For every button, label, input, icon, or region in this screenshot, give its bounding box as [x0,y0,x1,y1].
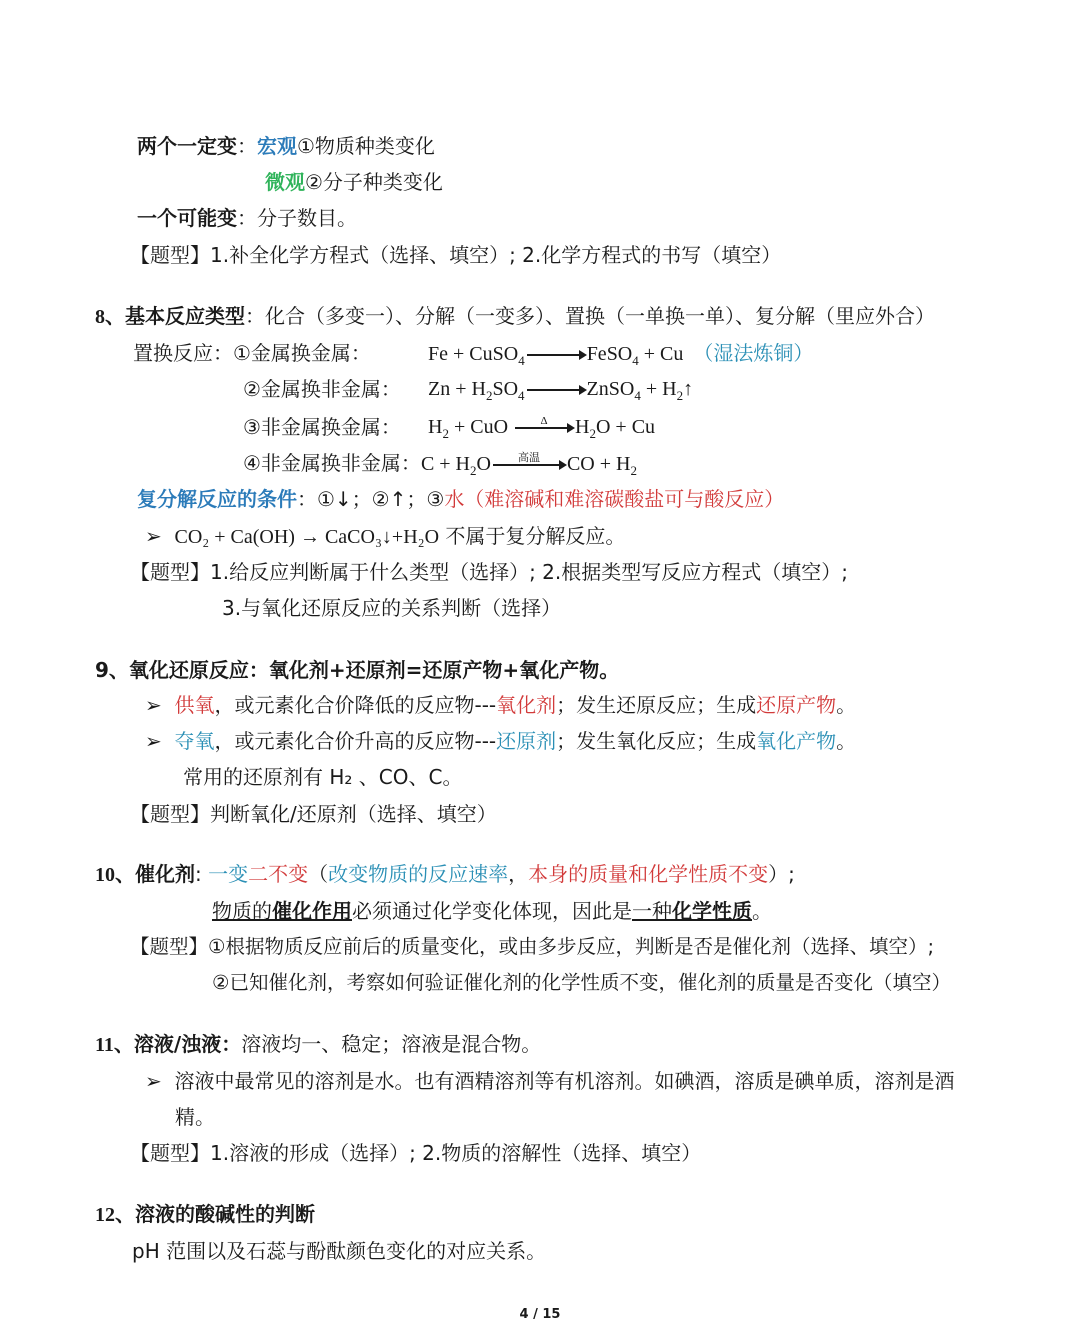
rhs: ZnSO [586,378,635,400]
question-types-10-cont: ②已知催化剂，考察如何验证催化剂的化学性质不变，催化剂的质量是否变化（填空） [212,971,951,994]
question-types-8-cont: 3.与氧化还原反应的关系判断（选择） [222,596,562,620]
text: ②分子种类变化 [305,170,443,194]
section-9-heading: 9、氧化还原反应：氧化剂+还原剂=还原产物+氧化产物。 [95,658,620,682]
lhs: Fe + CuSO [428,343,519,365]
t: ，或元素化合价降低的反应物--- [214,693,497,717]
page-number: 4 / 15 [519,1307,561,1322]
label: ④非金属换非金属： [243,451,421,475]
t: 氧化产物 [756,729,837,753]
bullet-arrow-icon: ➢ [145,1069,162,1093]
t: 还原产物 [756,693,837,717]
t: （ [308,862,329,886]
text: ①物质种类变化 [297,134,435,158]
t: 化学性质 [672,899,752,923]
section-title: 溶液/浊液： [133,1032,242,1056]
arrow-icon [527,389,585,391]
micro-change [265,168,443,196]
macro-label: 宏观 [257,134,297,158]
equation-3: $H_2$ + CuO Δ $H_2O + Cu$ [428,413,655,448]
common-reducers: 常用的还原剂有 H₂ 、CO、C。 [183,765,463,789]
bullet-oxidizer [145,691,856,719]
bullet-co2 [145,522,625,551]
one-possible-change [137,204,357,232]
label: 置换反应：①金属换金属： [133,341,371,365]
t: 改变物质的反应速率 [328,862,509,886]
ph-note: pH 范围以及石蕊与酚酞颜色变化的对应关系。 [132,1239,547,1263]
equation-2: $Zn + H_2SO_4$ ZnSO$_4$ + $H_2↑$ [428,378,694,403]
displacement-reaction-3: ③非金属换金属： [243,415,401,439]
t: ， [508,862,529,886]
section-number: 8、 [95,306,125,328]
text: 不属于复分解反应。 [445,524,626,548]
t: ，或元素化合价升高的反应物--- [214,729,497,753]
condition: 高温 [517,450,540,464]
section-title: 催化剂 [135,862,195,886]
text: 溶液均一、稳定；溶液是混合物。 [241,1032,542,1056]
t: ；发生氧化反应；生成 [556,729,757,753]
t: : [195,862,209,886]
sep: ： [237,134,257,158]
question-types-11: 【题型】1.溶液的形成（选择）; 2.物质的溶解性（选择、填空） [130,1141,702,1165]
t: 一变 [208,862,249,886]
t: 供氧 [174,693,215,717]
text: ：①↓；②↑；③ [297,487,445,511]
section-10-heading [95,860,795,889]
displacement-reaction-1 [133,339,371,367]
lhs: Zn + H [428,378,486,400]
section-number: 12、 [95,1204,135,1226]
rhs: CO + H [566,453,631,475]
bullet-solvent-cont: 精。 [175,1105,215,1129]
lhs: H [428,416,443,438]
label: 一个可能变 [137,206,237,230]
lhs2: O [476,453,491,475]
question-types-8: 【题型】1.给反应判断属于什么类型（选择）; 2.根据类型写反应方程式（填空）; [130,560,848,584]
section-title: 溶液的酸碱性的判断 [135,1202,315,1226]
catalysis-note [212,897,772,925]
section-11-heading [95,1030,541,1059]
lhs: C + H [420,453,470,475]
micro-label: 微观 [265,170,305,194]
rhs2: + H [640,378,677,400]
rhs2: O + Cu [595,416,656,438]
t: 必须通过化学变化体现，因此是 [352,899,632,923]
arrow-icon [515,415,573,429]
arrow-icon [527,354,585,356]
water-note: 水（难溶碱和难溶碳酸盐可与酸反应） [444,487,785,511]
rhs2: + Cu [638,343,684,365]
label: 两个一定变 [137,134,237,158]
section-12-heading [95,1200,315,1229]
t: 。 [836,729,857,753]
text: ：化合（多变一）、分解（一变多）、置换（一单换一单）、复分解（里应外合） [245,304,935,328]
note: （湿法炼铜） [693,341,814,365]
condition: Δ [540,415,548,428]
t: 催化作用 [272,899,352,923]
displacement-reaction-4: ④非金属换非金属：$C + H_2O$ 高温 CO + $H_2$ [243,449,637,485]
section-8-heading [95,302,935,331]
rhs: H [575,416,590,438]
bullet-arrow-icon: ➢ [145,524,162,548]
double-decomposition-conditions [137,485,784,513]
t: 一种 [632,899,672,923]
t: 物质的 [212,899,272,923]
arrow-icon [493,450,565,466]
t: 氧化剂 [496,693,557,717]
equation: CO₂ + Ca(OH) → CaCO₃↓+H₂O [174,526,440,548]
equation-1: Fe + CuSO$_4$ FeSO$_4$ + Cu （湿法炼铜） [428,341,814,368]
t: 。 [836,693,857,717]
t: ）; [768,862,795,886]
label: 复分解反应的条件 [137,487,297,511]
text: ：分子数目。 [237,206,357,230]
bullet-reducer [145,727,856,755]
section-title: 基本反应类型 [125,304,245,328]
t: 还原剂 [496,729,557,753]
question-types-7: 【题型】1.补全化学方程式（选择、填空）; 2.化学方程式的书写（填空） [130,243,782,267]
section-number: 11、 [95,1034,134,1056]
text: 溶液中最常见的溶剂是水。也有酒精溶剂等有机溶剂。如碘酒，溶质是碘单质，溶剂是酒 [174,1069,955,1093]
two-certain-changes [137,132,435,160]
lhs2: + CuO [448,416,509,438]
bullet-arrow-icon: ➢ [145,729,162,753]
bullet-solvent [145,1067,954,1095]
question-types-9: 【题型】判断氧化/还原剂（选择、填空） [130,802,497,826]
rhs: FeSO [586,343,633,365]
t: 。 [752,899,772,923]
displacement-reaction-2: ②金属换非金属： [243,377,401,401]
t: 夺氧 [174,729,215,753]
t: 二不变 [248,862,309,886]
bullet-arrow-icon: ➢ [145,693,162,717]
t: 本身的质量和化学性质不变 [528,862,769,886]
section-number: 10、 [95,864,135,886]
t: ；发生还原反应；生成 [556,693,757,717]
question-types-10: 【题型】①根据物质反应前后的质量变化，或由多步反应，判断是否是催化剂（选择、填空）; [130,935,935,958]
